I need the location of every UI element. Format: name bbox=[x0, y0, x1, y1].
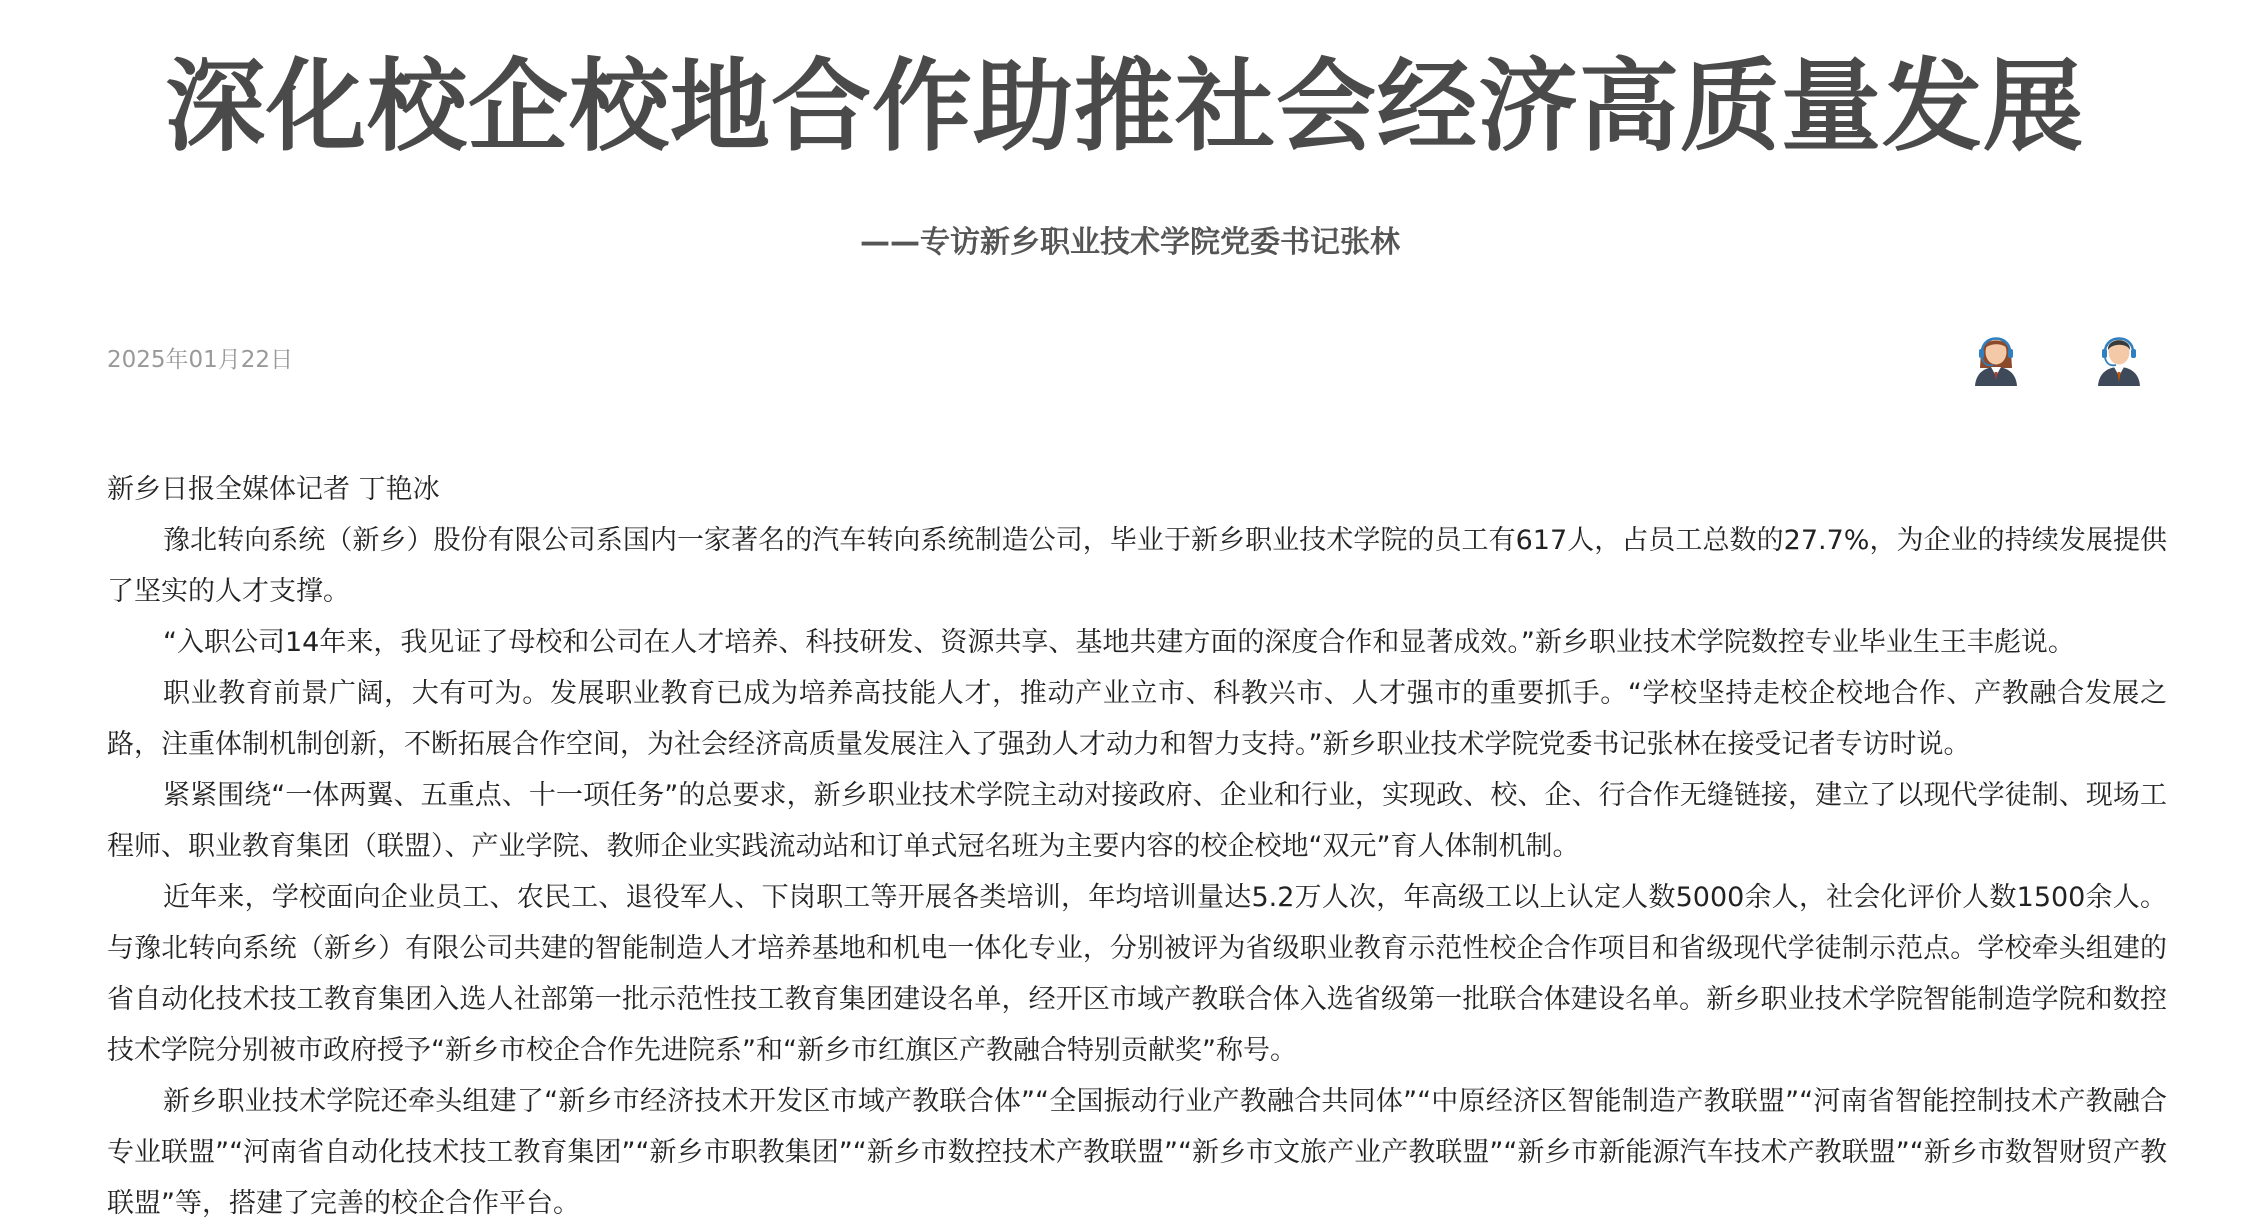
article-title: 深化校企校地合作助推社会经济高质量发展 bbox=[165, 48, 2084, 165]
paragraph: “入职公司14年来，我见证了母校和公司在人才培养、科技研发、资源共享、基地共建方面的深度合作和显著成效。”新乡职业技术学院数控专业毕业生王丰彪说。 bbox=[163, 627, 2075, 658]
paragraph: 豫北转向系统（新乡）股份有限公司系国内一家著名的汽车转向系统制造公司，毕业于新乡职业技术学院的员工有617人，占员工总数的27.7%，为企业的持续发展提供了坚实的人才支撑。 bbox=[107, 525, 2167, 607]
paragraph: 新乡职业技术学院还牵头组建了“新乡市经济技术开发区市域产教联合体”“全国振动行业产教融合共同体”“中原经济区智能制造产教联盟”“河南省智能控制技术产教融合专业联盟”“河南省自动化技术技工教育集团”“新乡市职教集团”“新乡市数控技术产教联盟”“新乡市文旅产业产教联盟”“新乡市新能源汽车技术产教联盟”“新乡市数智财贸产教联盟”等，搭建了完善的校企合作平台。 bbox=[107, 1086, 2167, 1219]
publish-date: 2025年01月22日 bbox=[107, 347, 294, 373]
article-body bbox=[107, 465, 2167, 1229]
male-voice-button[interactable] bbox=[2094, 328, 2144, 386]
paragraph: 职业教育前景广阔，大有可为。发展职业教育已成为培养高技能人才，推动产业立市、科教兴市、人才强市的重要抓手。“学校坚持走校企校地合作、产教融合发展之路，注重体制机制创新，不断拓展合作空间，为社会经济高质量发展注入了强劲人才动力和智力支持。”新乡职业技术学院党委书记张林在接受记者专访时说。 bbox=[107, 678, 2167, 760]
female-voice-icon bbox=[1971, 328, 2021, 386]
paragraph: 近年来，学校面向企业员工、农民工、退役军人、下岗职工等开展各类培训，年均培训量达5.2万人次，年高级工以上认定人数5000余人，社会化评价人数1500余人。与豫北转向系统（新乡）有限公司共建的智能制造人才培养基地和机电一体化专业，分别被评为省级职业教育示范性校企合作项目和省级现代学徒制示范点。学校牵头组建的省自动化技术技工教育集团入选人社部第一批示范性技工教育集团建设名单，经开区市域产教联合体入选省级第一批联合体建设名单。新乡职业技术学院智能制造学院和数控技术学院分别被市政府授予“新乡市校企合作先进院系”和“新乡市红旗区产教融合特别贡献奖”称号。 bbox=[107, 882, 2167, 1066]
male-voice-icon bbox=[2094, 328, 2144, 386]
reporter-byline: 新乡日报全媒体记者 丁艳冰 bbox=[107, 474, 440, 505]
paragraph: 紧紧围绕“一体两翼、五重点、十一项任务”的总要求，新乡职业技术学院主动对接政府、企业和行业，实现政、校、企、行合作无缝链接，建立了以现代学徒制、现场工程师、职业教育集团（联盟）、产业学院、教师企业实践流动站和订单式冠名班为主要内容的校企校地“双元”育人体制机制。 bbox=[107, 780, 2167, 862]
article-subtitle: ——专访新乡职业技术学院党委书记张林 bbox=[860, 225, 1400, 260]
female-voice-button[interactable] bbox=[1971, 328, 2021, 386]
